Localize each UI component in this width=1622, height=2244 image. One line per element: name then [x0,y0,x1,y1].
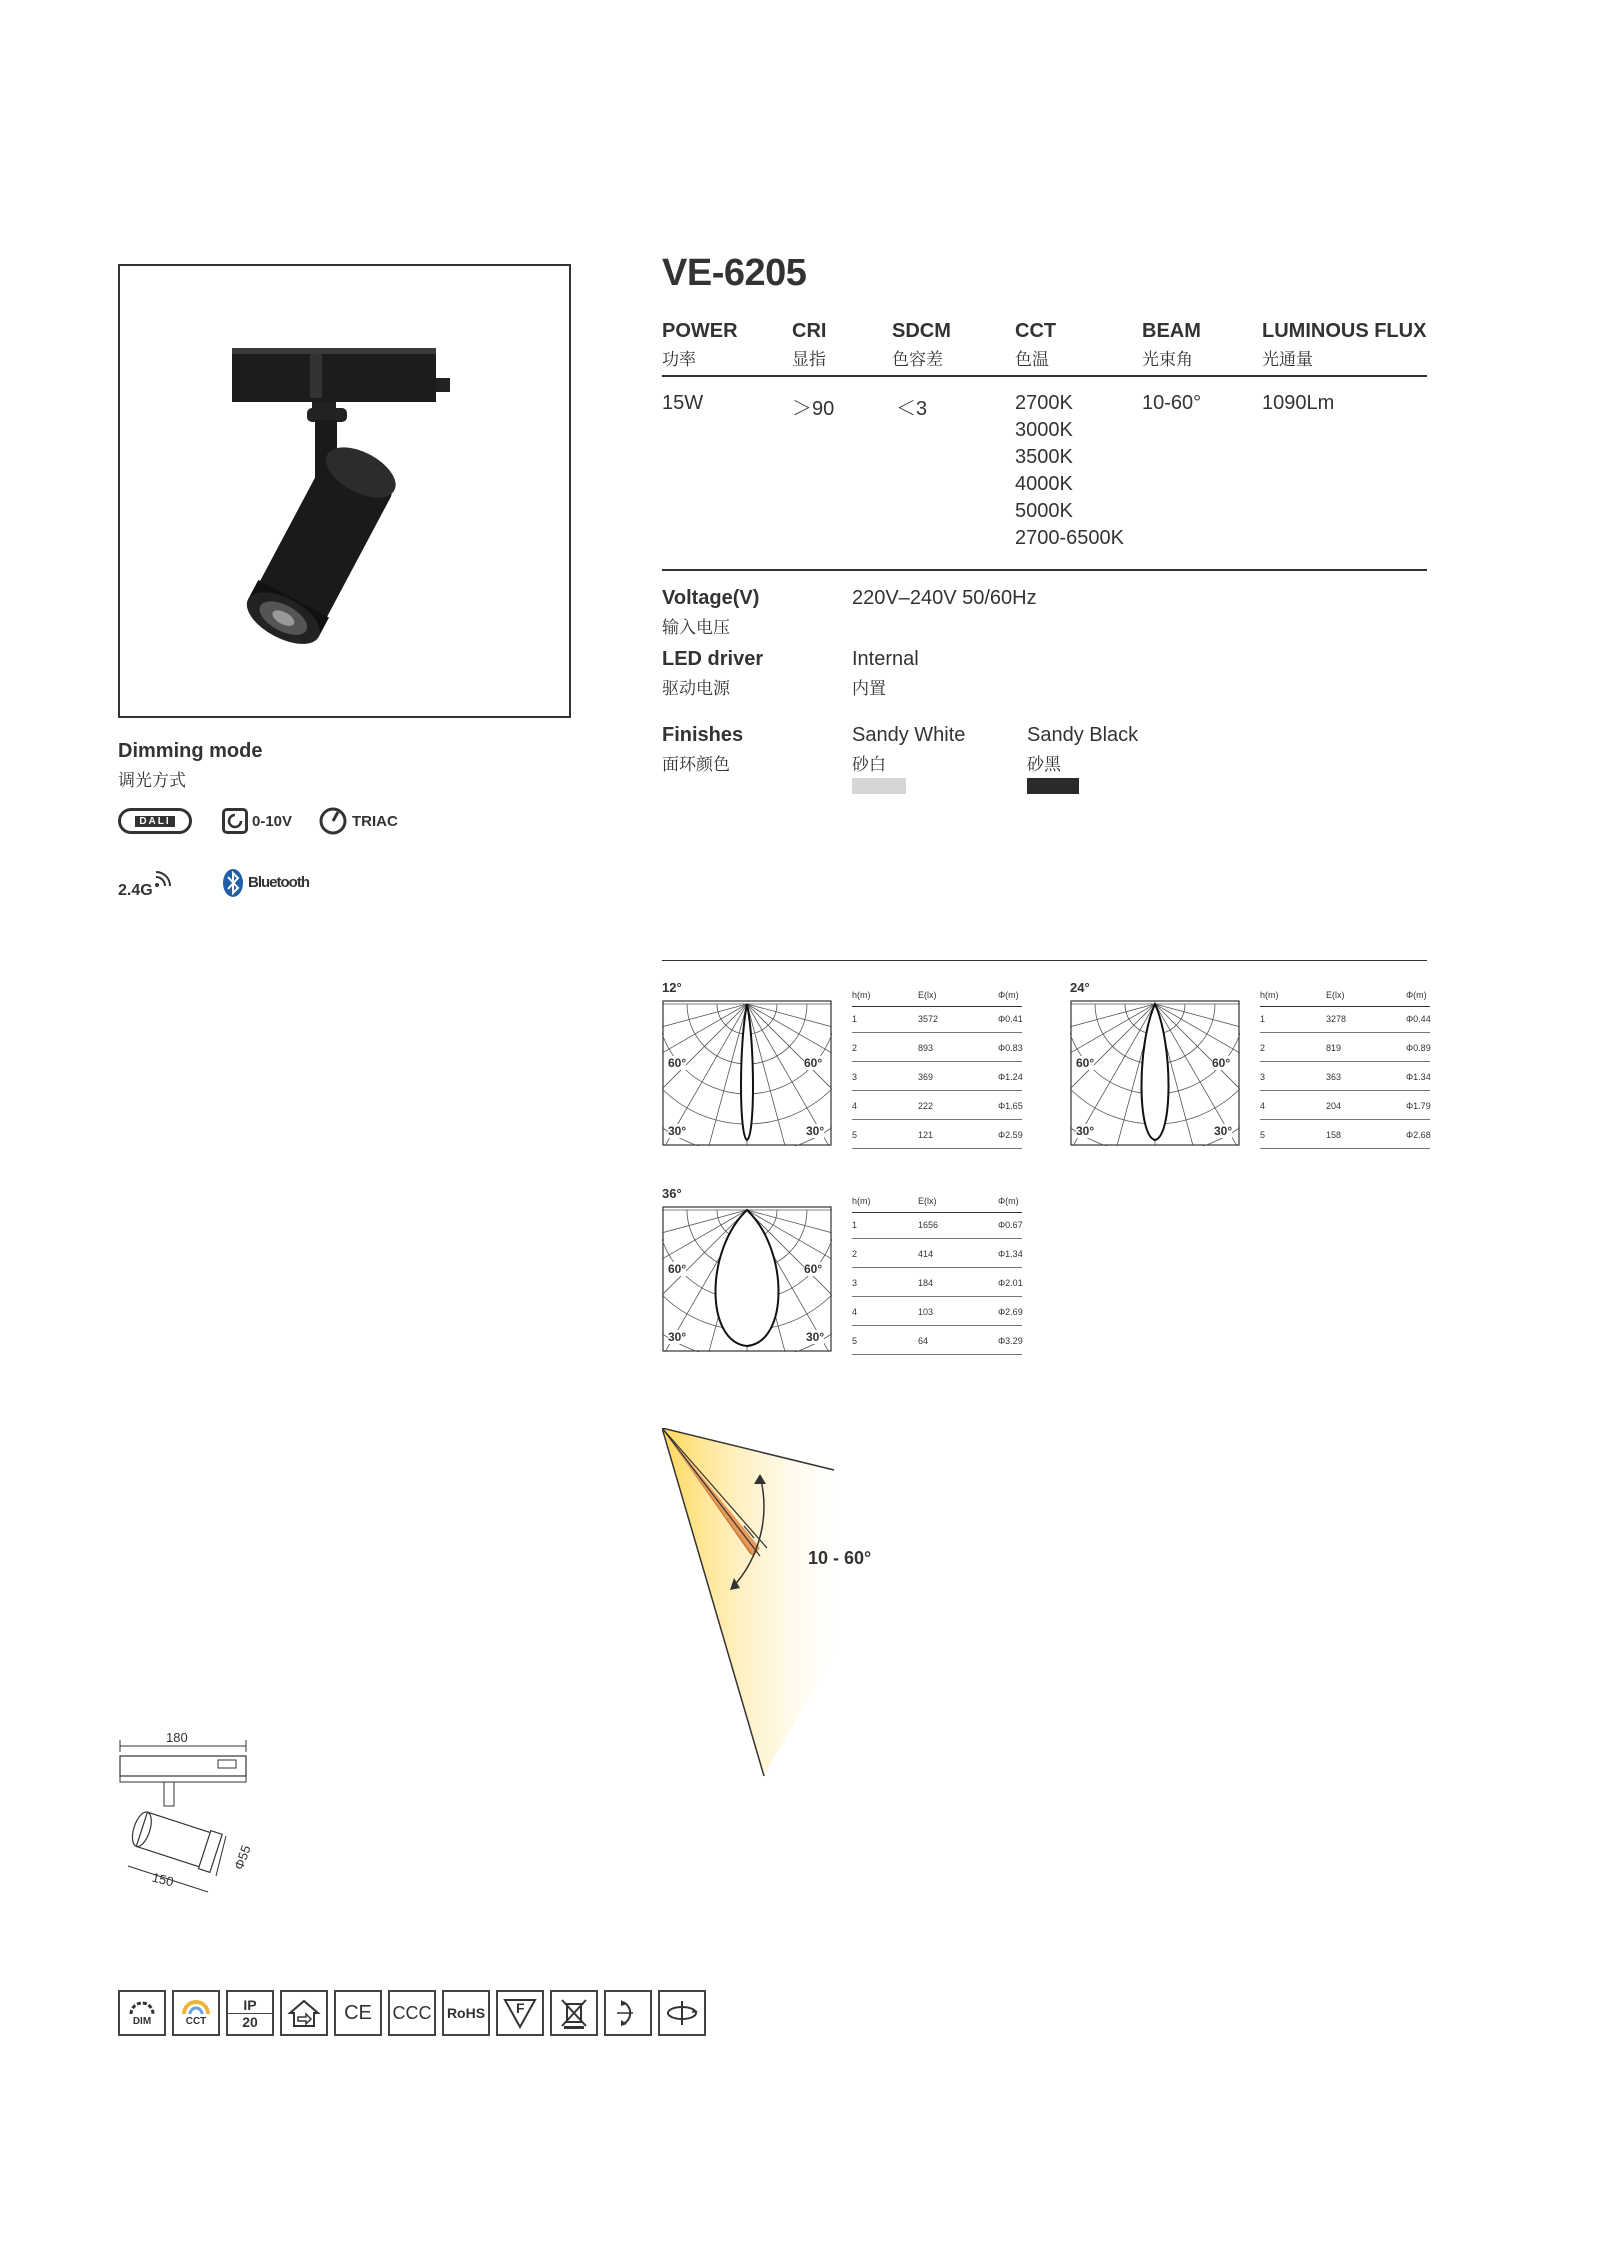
photometric-column-header: Φ(m) [1406,990,1427,1000]
photometric-table-cell: 184 [918,1278,934,1288]
spec-header-cct: CCT 色温 [1015,320,1057,369]
photometric-table-cell: Φ0.67 [998,1220,1023,1230]
spec-values-rule [662,569,1427,571]
spec-header-rule [662,375,1427,377]
photometric-table-cell: Φ0.89 [1406,1043,1431,1053]
photometric-table-rule [1260,1006,1430,1007]
driver-label: LED driver 驱动电源 [662,648,764,698]
photometric-table-rule [852,1006,1022,1007]
tilt-adjust-icon [604,1990,652,2036]
photometric-row-rule [852,1325,1022,1326]
photometric-table-cell: Φ3.29 [998,1336,1023,1346]
ccc-mark-icon: CCC [388,1990,436,2036]
ce-mark-icon: CE [334,1990,382,2036]
photometric-table-cell: Φ2.68 [1406,1130,1431,1140]
spec-flux-value: 1090Lm [1262,392,1335,414]
photometric-table-cell: 3 [852,1278,858,1288]
photometric-column-header: Φ(m) [998,1196,1019,1206]
voltage-value: 220V–240V 50/60Hz [852,587,1037,609]
polar-angle-mark: 30° [668,1124,687,1138]
spec-header-flux: LUMINOUS FLUX 光通量 [1262,320,1427,369]
cct-item: 3500K [1015,446,1073,468]
photometric-table-cell: 414 [918,1249,934,1259]
photometric-table-cell: Φ1.24 [998,1072,1023,1082]
photometric-rule [662,960,1427,961]
spec-sdcm-value: ＜3 [896,398,928,420]
photometric-table-cell: Φ0.44 [1406,1014,1431,1024]
polar-angle-mark: 60° [804,1056,823,1070]
photometric-table-cell: 5 [852,1336,858,1346]
photometric-row-rule [852,1267,1022,1268]
wireless-24g-label: 2.4G [118,882,153,899]
photometric-table-cell: Φ1.34 [1406,1072,1431,1082]
photometric-table-cell: 204 [1326,1101,1342,1111]
photometric-table-cell: 1656 [918,1220,939,1230]
polar-angle-mark: 30° [806,1330,825,1344]
polar-angle-mark: 60° [668,1262,687,1276]
rohs-mark-icon: RoHS [442,1990,490,2036]
photometric-column-header: h(m) [1260,990,1279,1000]
cct-item: 2700K [1015,392,1073,414]
ip-rating-icon: IP 20 [226,1990,274,2036]
model-title: VE-6205 [662,252,807,294]
cct-item: 3000K [1015,419,1073,441]
v010-label: 0-10V [252,813,293,830]
photometric-column-header: E(lx) [1326,990,1345,1000]
indoor-use-icon [280,1990,328,2036]
photometric-row-rule [1260,1032,1430,1033]
photometric-row-rule [852,1032,1022,1033]
beam-angle-label: 12° [662,980,682,995]
bluetooth-label: Bluetooth [248,874,309,891]
photometric-column-header: h(m) [852,1196,871,1206]
photometric-table-cell: 369 [918,1072,934,1082]
swatch-sandy-black [1027,778,1079,794]
photometric-row-rule [852,1148,1022,1149]
polar-angle-mark: 60° [1212,1056,1231,1070]
photometric-table-rule [852,1212,1022,1213]
photometric-row-rule [852,1354,1022,1355]
photometric-table-cell: Φ2.01 [998,1278,1023,1288]
driver-value: Internal 内置 [852,648,919,698]
beam-angle-label: 36° [662,1186,682,1201]
photometric-table-cell: Φ1.34 [998,1249,1023,1259]
photometric-table-cell: Φ0.41 [998,1014,1023,1024]
dimension-drawing [118,1726,268,1901]
photometric-row-rule [1260,1148,1430,1149]
photometric-table-cell: 3 [852,1072,858,1082]
photometric-table-cell: 103 [918,1307,934,1317]
f-mark-icon: F [496,1990,544,2036]
photometric-row-rule [1260,1061,1430,1062]
spec-cct-list [1015,390,1124,552]
polar-angle-mark: 30° [1076,1124,1095,1138]
photometric-column-header: E(lx) [918,990,937,1000]
dim-top-width: 180 [166,1730,188,1745]
photometric-table-cell: 2 [1260,1043,1266,1053]
photometric-table-cell: 5 [852,1130,858,1140]
cct-cert-icon: CCT [172,1990,220,2036]
wifi-signal-icon [154,866,176,893]
photometric-row-rule [1260,1090,1430,1091]
photometric-table-cell: Φ1.65 [998,1101,1023,1111]
rotate-adjust-icon [658,1990,706,2036]
beam-angle-diagram [662,1428,842,1793]
spec-header-sdcm: SDCM 色容差 [892,320,951,369]
photometric-table-cell: Φ1.79 [1406,1101,1431,1111]
beam-range-label: 10 - 60° [808,1548,872,1568]
polar-angle-mark: 30° [806,1124,825,1138]
spec-beam-value: 10-60° [1142,392,1202,414]
photometric-table-cell: 819 [1326,1043,1342,1053]
spec-header-power: POWER 功率 [662,320,738,369]
spec-power-value: 15W [662,392,704,414]
photometric-table-cell: 2 [852,1249,858,1259]
weee-bin-icon [550,1990,598,2036]
photometric-column-header: h(m) [852,990,871,1000]
photometric-table-cell: 363 [1326,1072,1342,1082]
swatch-sandy-white [852,778,906,794]
photometric-table-cell: 893 [918,1043,934,1053]
photometric-table-cell: Φ0.83 [998,1043,1023,1053]
photometric-row-rule [852,1296,1022,1297]
finishes-label: Finishes 面环颜色 [662,724,744,774]
dim-cert-icon: DIM [118,1990,166,2036]
cct-item: 2700-6500K [1015,527,1124,549]
polar-angle-mark: 60° [1076,1056,1095,1070]
photometric-row-rule [1260,1119,1430,1120]
polar-angle-mark: 60° [804,1262,823,1276]
polar-angle-mark: 30° [668,1330,687,1344]
photometric-column-header: Φ(m) [998,990,1019,1000]
photometric-table-cell: 3278 [1326,1014,1347,1024]
voltage-label: Voltage(V) 输入电压 [662,587,760,637]
dali-icon: DALI [118,808,192,834]
finish-sandy-white: Sandy White 砂白 [852,724,966,774]
photometric-table-cell: 158 [1326,1130,1342,1140]
product-photo-frame [118,264,571,718]
dimmer-knob-icon [222,808,248,834]
photometric-row-rule [852,1238,1022,1239]
beam-angle-label: 24° [1070,980,1090,995]
photometric-table-cell: 1 [852,1220,858,1230]
spec-cri-value: ＞90 [792,398,835,420]
photometric-table-cell: 64 [918,1336,929,1346]
photometric-row-rule [852,1119,1022,1120]
photometric-table-cell: 3572 [918,1014,939,1024]
dim-body-length: 150 [150,1869,176,1890]
spec-header-beam: BEAM 光束角 [1142,320,1201,369]
photometric-table-cell: 3 [1260,1072,1266,1082]
photometric-table-cell: 4 [1260,1101,1266,1111]
photometric-table-cell: 4 [852,1101,858,1111]
photometric-table-cell: 222 [918,1101,934,1111]
photometric-table-cell: 121 [918,1130,934,1140]
dim-diameter: Φ55 [231,1843,254,1872]
dimming-mode-label: Dimming mode 调光方式 [118,740,263,790]
photometric-row-rule [852,1061,1022,1062]
photometric-row-rule [852,1090,1022,1091]
cct-item: 4000K [1015,473,1073,495]
triac-label: TRIAC [352,813,398,830]
photometric-table-cell: 1 [852,1014,858,1024]
bluetooth-icon [222,868,244,903]
polar-angle-mark: 60° [668,1056,687,1070]
photometric-table-cell: Φ2.59 [998,1130,1023,1140]
cct-item: 5000K [1015,500,1073,522]
photometric-table-cell: 5 [1260,1130,1266,1140]
polar-angle-mark: 30° [1214,1124,1233,1138]
finish-sandy-black: Sandy Black 砂黑 [1027,724,1139,774]
spec-header-cri: CRI 显指 [792,320,827,369]
track-spotlight-image [120,266,569,716]
photometric-table-cell: Φ2.69 [998,1307,1023,1317]
photometric-table-cell: 2 [852,1043,858,1053]
triac-icon [318,806,348,841]
photometric-table-cell: 1 [1260,1014,1266,1024]
photometric-table-cell: 4 [852,1307,858,1317]
photometric-column-header: E(lx) [918,1196,937,1206]
